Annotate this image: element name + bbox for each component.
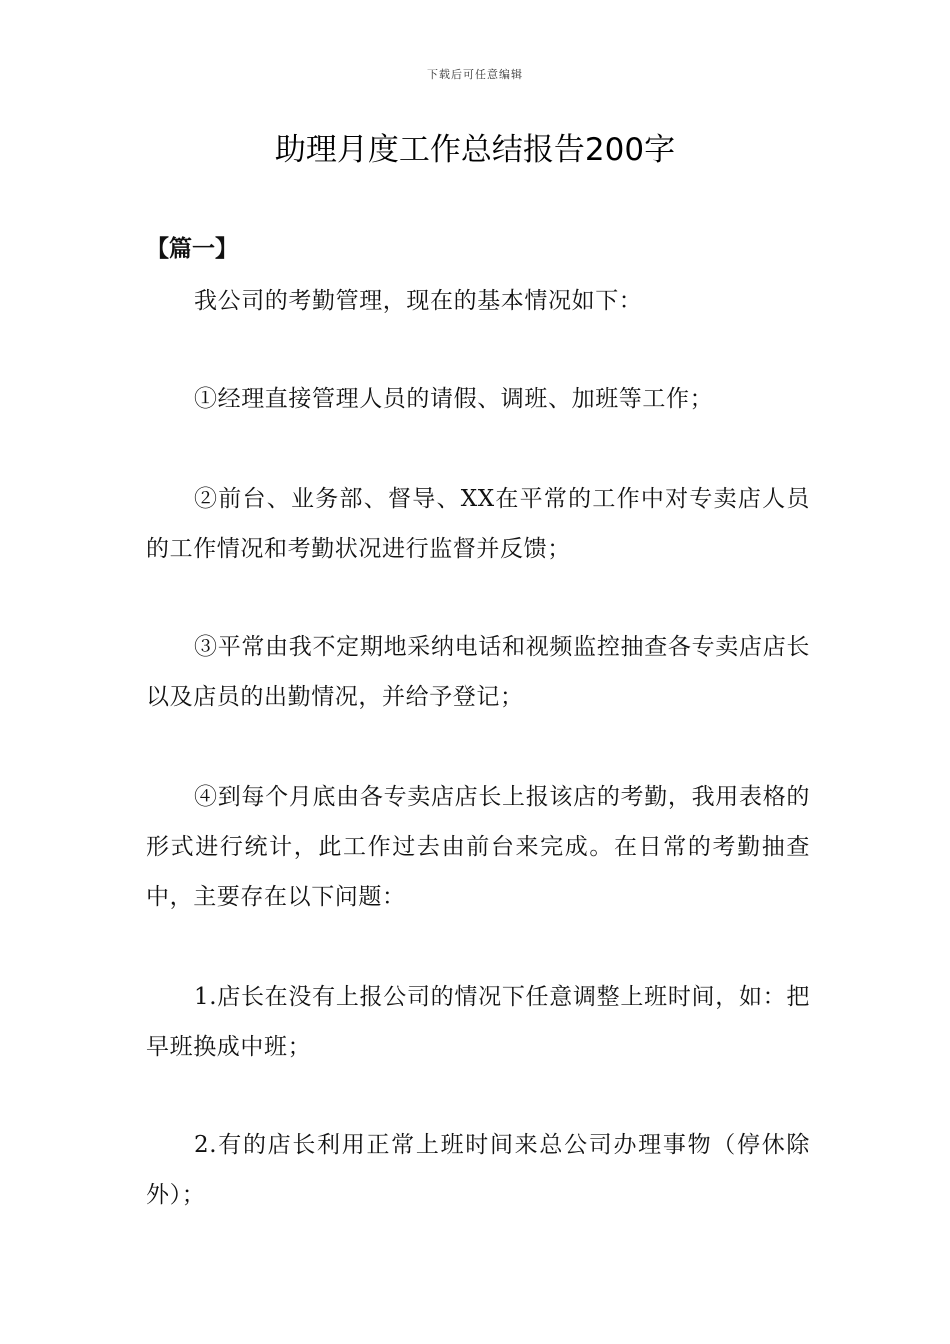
paragraph-item-1: ①经理直接管理人员的请假、调班、加班等工作； <box>194 386 714 412</box>
paragraph-item-3: ③平常由我不定期地采纳电话和视频监控抽查各专卖店店长以及店员的出勤情况，并给予登记； <box>146 634 810 710</box>
header-note: 下载后可任意编辑 <box>427 68 523 81</box>
paragraph-problem-1: 1.店长在没有上报公司的情况下任意调整上班时间，如：把早班换成中班； <box>146 984 810 1060</box>
section-label: 【篇一】 <box>146 235 238 262</box>
paragraph-intro: 我公司的考勤管理，现在的基本情况如下： <box>194 288 643 314</box>
document-title: 助理月度工作总结报告200字 <box>274 132 676 168</box>
paragraph-item-4: ④到每个月底由各专卖店店长上报该店的考勤，我用表格的形式进行统计，此工作过去由前台来完成。在日常的考勤抽查中，主要存在以下问题： <box>146 784 810 910</box>
paragraph-problem-2: 2.有的店长利用正常上班时间来总公司办理事物（停休除外）； <box>146 1132 810 1208</box>
paragraph-item-2: ②前台、业务部、督导、XX在平常的工作中对专卖店人员的工作情况和考勤状况进行监督并反馈； <box>146 486 810 562</box>
